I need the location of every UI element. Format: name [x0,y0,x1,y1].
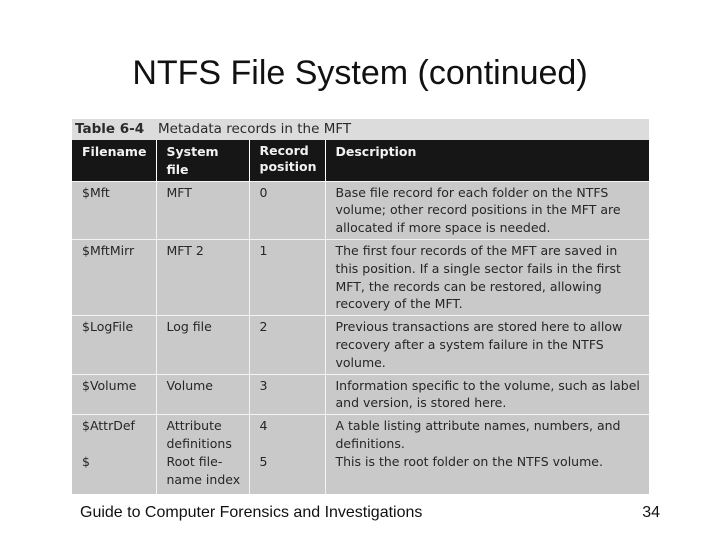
cell-line: This is the root folder on the NTFS volume. [335,453,603,469]
cell-filename [72,239,156,315]
cell-line: $LogFile [82,319,134,335]
column-header-filename: Filename [72,140,156,181]
cell-line [260,435,321,453]
footer-text: Guide to Computer Forensics and Investigations [80,504,423,521]
cell-filename [72,316,156,374]
table-caption [72,119,649,140]
cell-line: 1 [259,242,268,258]
cell-filename [72,415,156,494]
slide-title: NTFS File System (continued) [132,54,588,92]
cell-line: Attribute [166,418,222,434]
cell-record-position [249,181,325,239]
cell-line: MFT, the records can be restored, allowing [335,278,602,294]
cell-line: Root file- [166,453,223,469]
cell-line: 4 [259,418,268,434]
cell-record-position [249,316,325,374]
cell-line: $ [82,453,90,469]
cell-line: $MftMirr [82,242,135,258]
cell-system-file [156,374,249,415]
cell-line: 0 [259,184,268,200]
cell-line: The first four records of the MFT are saved in [335,242,618,258]
cell-line: definitions. [335,435,405,451]
table-row [72,239,649,315]
cell-filename [72,374,156,415]
cell-description [325,239,649,315]
cell-line [82,435,152,453]
table-header-row [72,140,649,181]
cell-line: MFT 2 [166,242,204,258]
cell-description [325,181,649,239]
cell-line: volume. [335,354,386,370]
table-row [72,374,649,415]
cell-system-file [156,239,249,315]
cell-system-file [156,415,249,494]
cell-line: definitions [166,435,232,451]
cell-line: and version, is stored here. [335,395,507,411]
cell-system-file [156,181,249,239]
cell-description [325,316,649,374]
cell-line: recovery after a system failure in the NTFS [335,336,604,352]
cell-description [325,415,649,494]
record-position-header-text: Record position [259,143,317,174]
column-header-system-file: System file [156,140,249,181]
cell-line: A table listing attribute names, numbers, and [335,418,621,434]
page-number: 34 [642,504,660,521]
table-caption-text: Metadata records in the MFT [158,121,352,137]
cell-description [325,374,649,415]
cell-line: Volume [166,377,213,393]
table-row [72,415,649,494]
cell-line: this position. If a single sector fails in the first [335,260,621,276]
table-row [72,316,649,374]
cell-line: allocated if more space is needed. [335,220,551,236]
cell-line: 3 [259,377,268,393]
cell-record-position [249,374,325,415]
cell-line: recovery of the MFT. [335,296,463,312]
cell-line: name index [166,471,241,487]
cell-line: Log file [166,319,212,335]
cell-line: $AttrDef [82,418,135,434]
cell-line: Previous transactions are stored here to allow [335,319,623,335]
cell-system-file [156,316,249,374]
cell-line: volume; other record positions in the MFT are [335,202,621,218]
cell-line: Base file record for each folder on the NTFS [335,184,609,200]
cell-line: 2 [259,319,268,335]
column-header-record-position [249,140,325,181]
cell-line: MFT [166,184,192,200]
table-number: Table 6-4 [75,121,145,137]
column-header-description: Description [325,140,649,181]
cell-record-position [249,415,325,494]
cell-line: Information specific to the volume, such as label [335,377,640,393]
cell-filename [72,181,156,239]
cell-line: $Mft [82,184,110,200]
mft-table-figure [72,119,649,487]
table-body [72,181,649,494]
cell-line: 5 [259,453,268,469]
table-row [72,181,649,239]
mft-metadata-table [72,140,649,494]
cell-record-position [249,239,325,315]
cell-line: $Volume [82,377,137,393]
